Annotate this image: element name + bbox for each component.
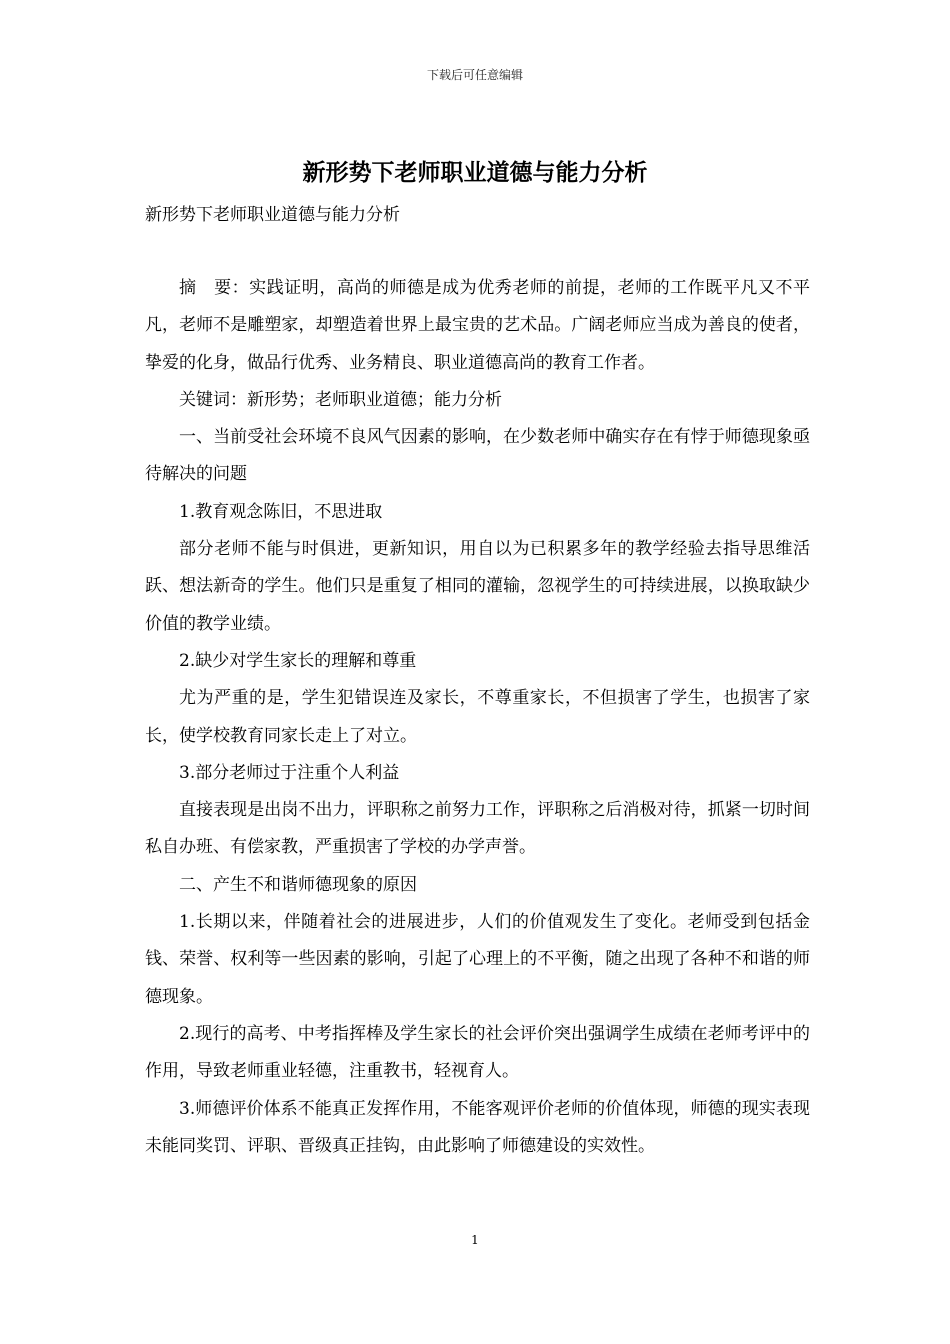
body-paragraph: 尤为严重的是，学生犯错误连及家长，不尊重家长，不但损害了学生，也损害了家长，使学校教育同家长走上了对立。 bbox=[145, 688, 810, 746]
document-subtitle: 新形势下老师职业道德与能力分析 bbox=[145, 205, 400, 225]
body-paragraph: 2.现行的高考、中考指挥棒及学生家长的社会评价突出强调学生成绩在老师考评中的作用，导致老师重业轻德，注重教书，轻视育人。 bbox=[145, 1023, 810, 1082]
document-body bbox=[145, 270, 810, 1165]
subheading-1-2: 2.缺少对学生家长的理解和尊重 bbox=[179, 650, 417, 671]
keywords-paragraph: 关键词：新形势；老师职业道德；能力分析 bbox=[179, 389, 502, 410]
page-number: 1 bbox=[471, 1233, 479, 1247]
document-title: 新形势下老师职业道德与能力分析 bbox=[302, 159, 648, 186]
body-paragraph: 3.师德评价体系不能真正发挥作用，不能客观评价老师的价值体现，师德的现实表现未能同奖罚、评职、晋级真正挂钩，由此影响了师德建设的实效性。 bbox=[145, 1098, 810, 1156]
body-paragraph: 部分老师不能与时俱进，更新知识，用自以为已积累多年的教学经验去指导思维活跃、想法新奇的学生。他们只是重复了相同的灌输，忽视学生的可持续进展，以换取缺少价值的教学业绩。 bbox=[145, 539, 810, 634]
section-heading-1: 一、当前受社会环境不良风气因素的影响，在少数老师中确实存在有悖于师德现象亟待解决的问题 bbox=[145, 427, 810, 485]
subheading-1-3: 3.部分老师过于注重个人利益 bbox=[179, 762, 400, 783]
page-header: 下载后可任意编辑 bbox=[426, 68, 523, 82]
abstract-paragraph: 摘 要：实践证明，高尚的师德是成为优秀老师的前提，老师的工作既平凡又不平凡，老师不是雕塑家，却塑造着世界上最宝贵的艺术品。广阔老师应当成为善良的使者，挚爱的化身，做品行优秀、业务精良、职业道德高尚的教育工作者。 bbox=[145, 278, 810, 373]
subheading-1-1: 1.教育观念陈旧，不思进取 bbox=[179, 501, 383, 522]
body-paragraph: 直接表现是出岗不出力，评职称之前努力工作，评职称之后消极对待，抓紧一切时间私自办班、有偿家教，严重损害了学校的办学声誉。 bbox=[145, 800, 810, 858]
body-paragraph: 1.长期以来，伴随着社会的进展进步，人们的价值观发生了变化。老师受到包括金钱、荣誉、权利等一些因素的影响，引起了心理上的不平衡，随之出现了各种不和谐的师德现象。 bbox=[145, 912, 810, 1007]
section-heading-2: 二、产生不和谐师德现象的原因 bbox=[179, 874, 417, 895]
